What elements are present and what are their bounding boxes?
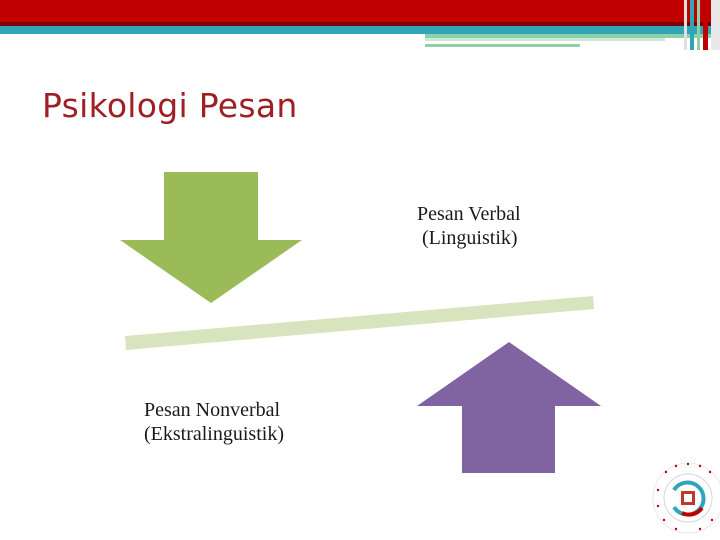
university-seal-icon (653, 463, 720, 533)
up-arrow-icon (417, 342, 601, 473)
seesaw-bar-icon (125, 296, 594, 350)
slide-title: Psikologi Pesan (42, 86, 298, 125)
nonverbal-message-label: Pesan Nonverbal (Ekstralinguistik) (144, 399, 284, 445)
down-arrow-icon (120, 172, 302, 303)
verbal-message-label: Pesan Verbal (Linguistik) (417, 203, 521, 249)
